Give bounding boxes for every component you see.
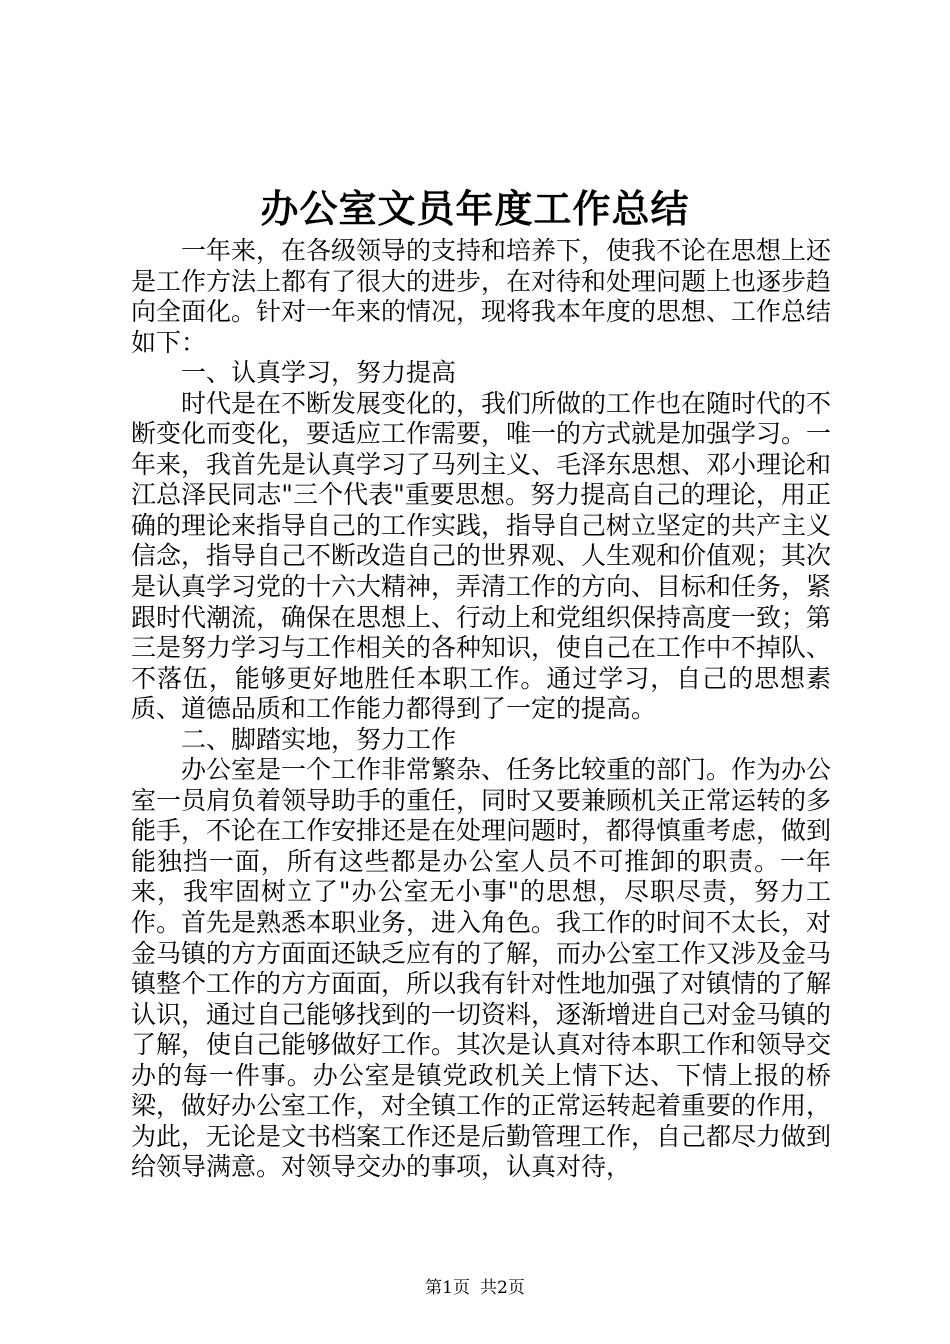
page-footer	[0, 1276, 950, 1300]
page-number-total: 共2页	[480, 1278, 525, 1298]
intro-paragraph: 一年来，在各级领导的支持和培养下，使我不论在思想上还是工作方法上都有了很大的进步，在对待和处理问题上也逐步趋向全面化。针对一年来的情况，现将我本年度的思想、工作总结如下：	[131, 236, 832, 357]
document-body	[131, 236, 831, 1183]
study-paragraph: 时代是在不断发展变化的，我们所做的工作也在随时代的不断变化而变化，要适应工作需要，唯一的方式就是加强学习。一年来，我首先是认真学习了马列主义、毛泽东思想、邓小理论和江总泽民同志"三个代表"重要思想。努力提高自己的理论，用正确的理论来指导自己的工作实践，指导自己树立坚定的共产主义信念，指导自己不断改造自己的世界观、人生观和价值观；其次是认真学习党的十六大精神，弄清工作的方向、目标和任务，紧跟时代潮流，确保在思想上、行动上和党组织保持高度一致；第三是努力学习与工作相关的各种知识，使自己在工作中不掉队、不落伍，能够更好地胜任本职工作。通过学习，自己的思想素质、道德品质和工作能力都得到了一定的提高。	[131, 388, 832, 724]
page-number-current: 第1页	[425, 1278, 470, 1298]
section-heading-work: 二、脚踏实地，努力工作	[181, 724, 457, 754]
document-title: 办公室文员年度工作总结	[260, 187, 690, 231]
section-heading-study: 一、认真学习，努力提高	[181, 358, 457, 388]
work-paragraph: 办公室是一个工作非常繁杂、任务比较重的部门。作为办公室一员肩负着领导助手的重任，同时又要兼顾机关正常运转的多能手，不论在工作安排还是在处理问题时，都得慎重考虑，做到能独挡一面，所有这些都是办公室人员不可推卸的职责。一年来，我牢固树立了"办公室无小事"的思想，尽职尽责，努力工作。首先是熟悉本职业务，进入角色。我工作的时间不太长，对金马镇的方方面面还缺乏应有的了解，而办公室工作又涉及金马镇整个工作的方方面面，所以我有针对性地加强了对镇情的了解认识，通过自己能够找到的一切资料，逐渐增进自己对金马镇的了解，使自己能够做好工作。其次是认真对待本职工作和领导交办的每一件事。办公室是镇党政机关上情下达、下情上报的桥梁，做好办公室工作，对全镇工作的正常运转起着重要的作用，为此，无论是文书档案工作还是后勤管理工作，自己都尽力做到给领导满意。对领导交办的事项，认真对待，	[131, 755, 832, 1182]
